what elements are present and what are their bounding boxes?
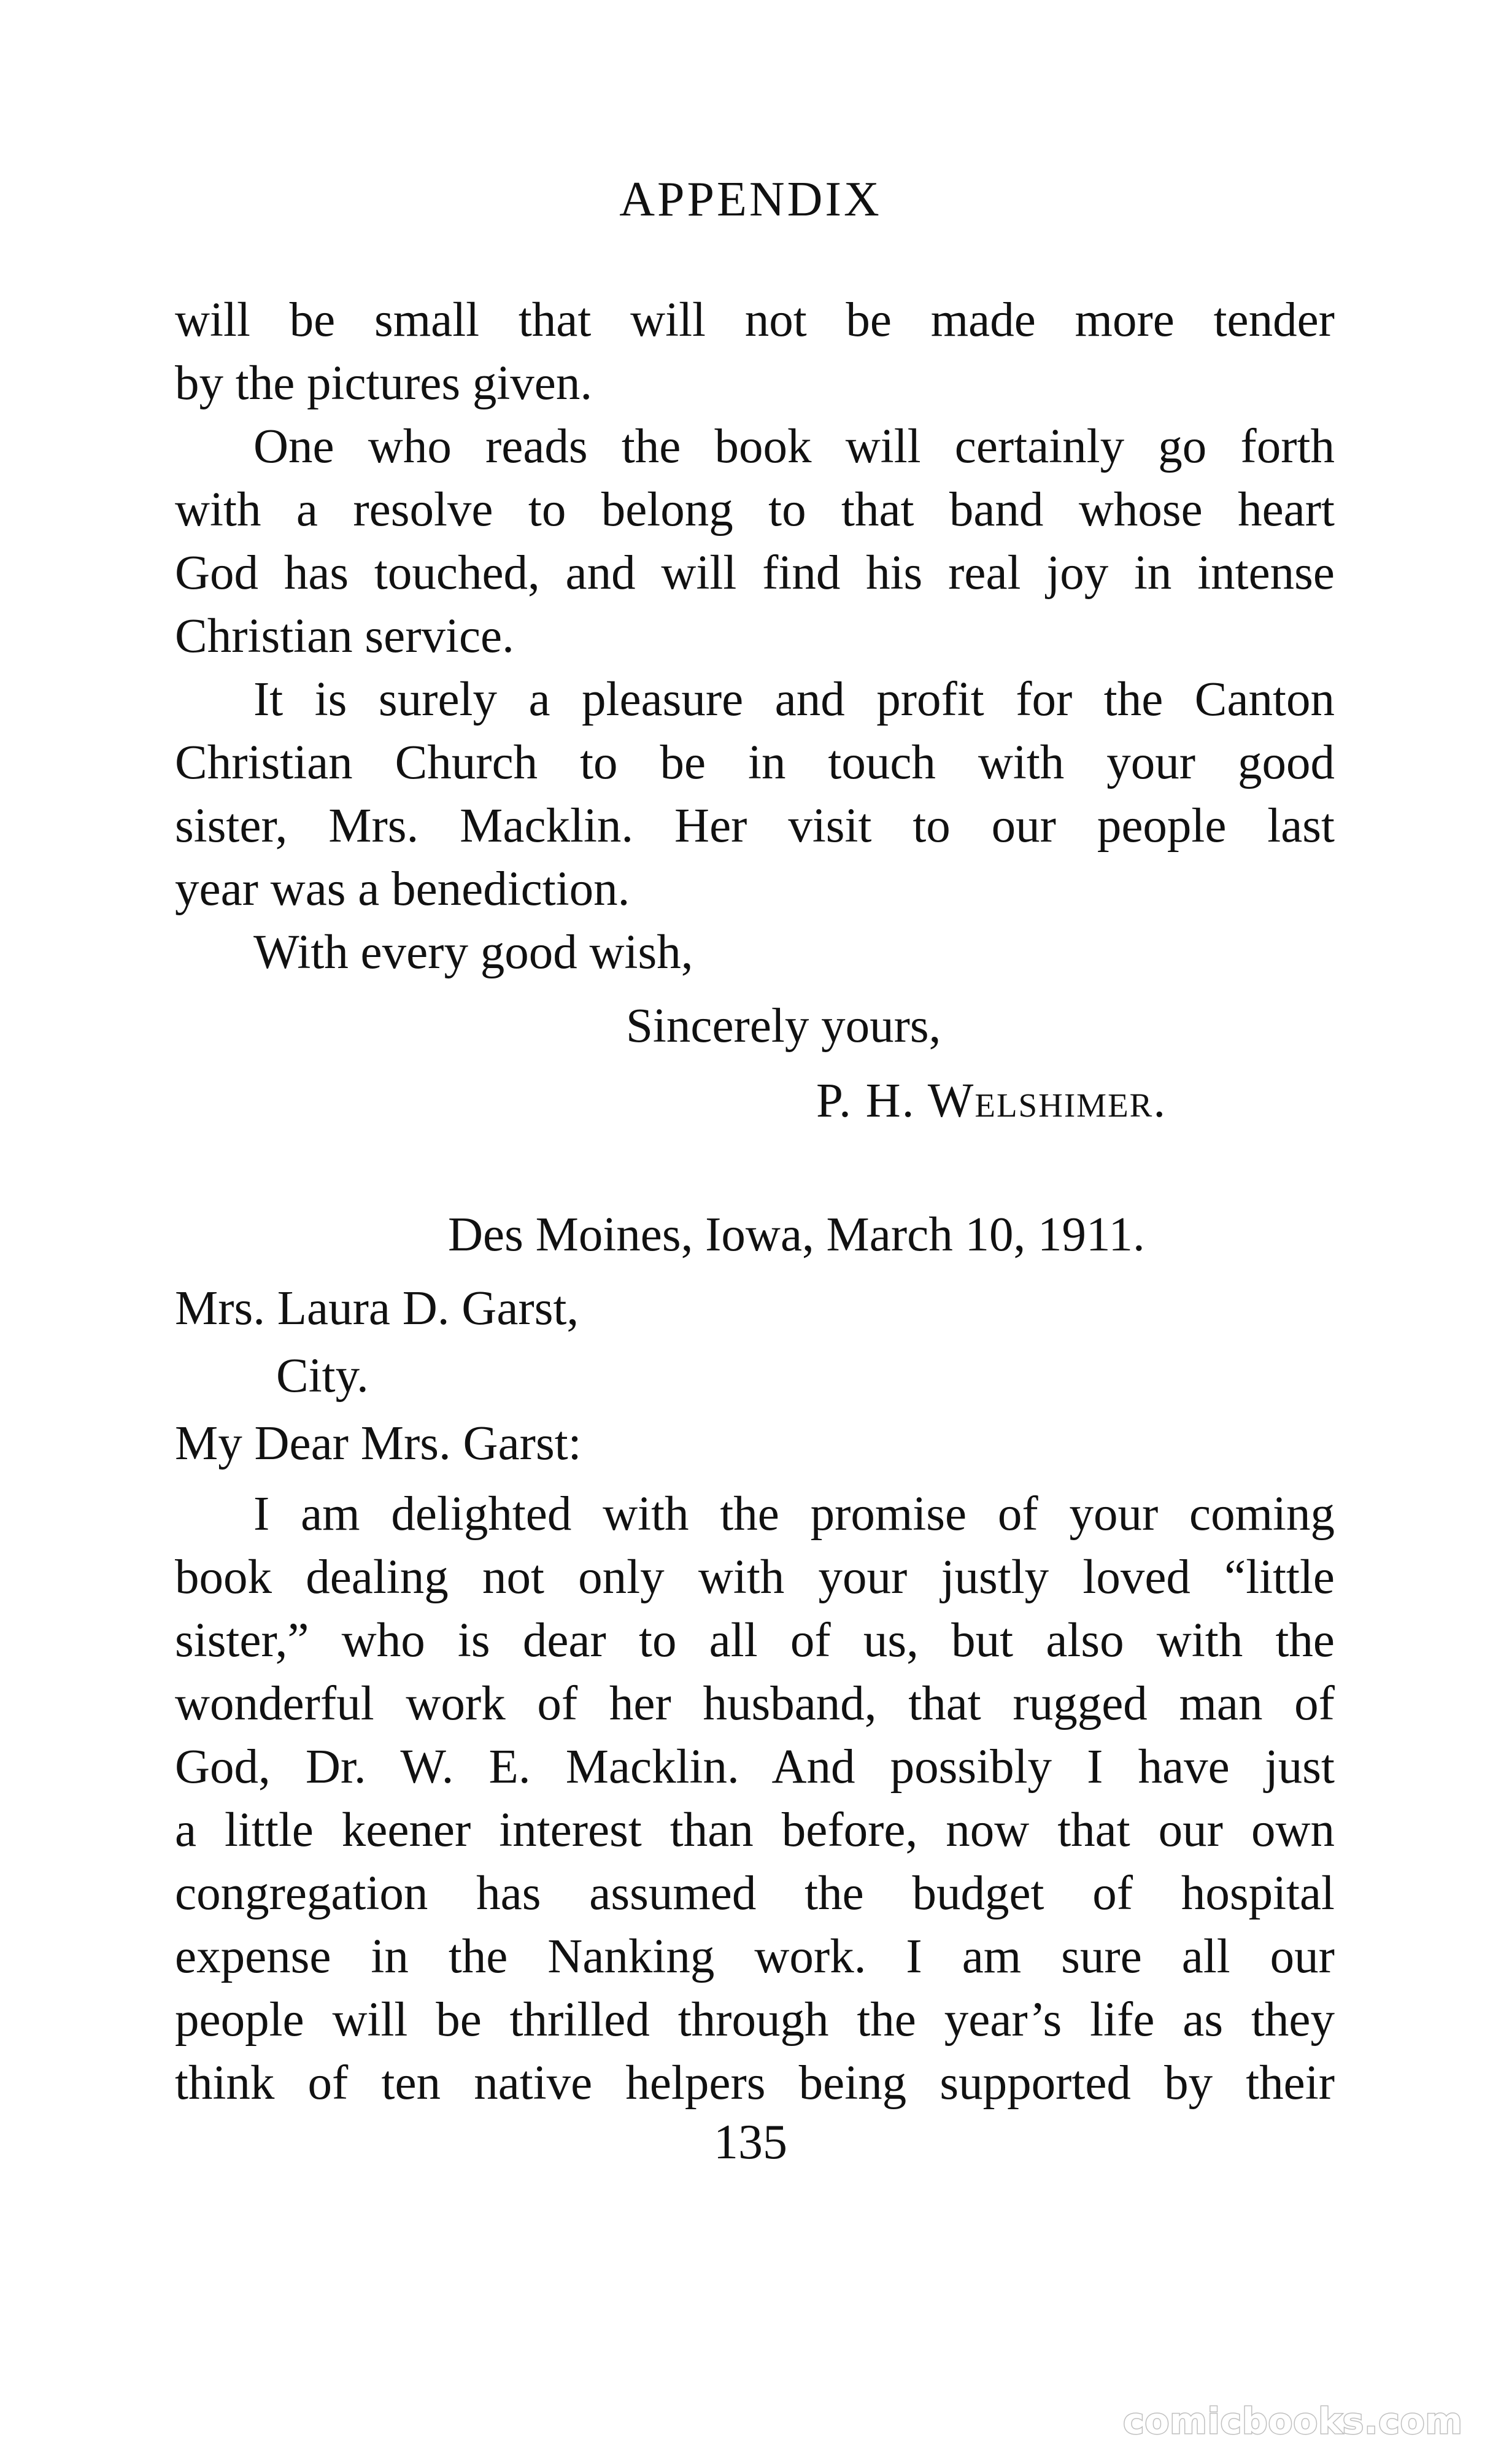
text-line: book dealing not only with your justly loved “little <box>175 1551 1335 1604</box>
addressee-city: City. <box>276 1349 369 1403</box>
text-line: expense in the Nanking work. I am sure all our <box>175 1930 1335 1983</box>
text-line: think of ten native helpers being supported by their <box>175 2056 1335 2110</box>
text-line: sister, Mrs. Macklin. Her visit to our people last <box>175 799 1335 853</box>
page-header: APPENDIX <box>619 172 882 227</box>
dateline: Des Moines, Iowa, March 10, 1911. <box>448 1208 1145 1261</box>
text-line: One who reads the book will certainly go forth <box>253 420 1335 473</box>
text-line: people will be thrilled through the year’s life as they <box>175 1993 1335 2047</box>
text-line: wonderful work of her husband, that rugged man of <box>175 1677 1335 1730</box>
text-line: year was a benediction. <box>175 862 630 916</box>
text-line: I am delighted with the promise of your coming <box>253 1487 1335 1541</box>
paragraph-resolve <box>175 415 1335 668</box>
text-line: It is surely a pleasure and profit for the Canton <box>253 673 1335 726</box>
signature: P. H. Welshimer. <box>816 1074 1167 1128</box>
page-number: 135 <box>714 2115 787 2169</box>
text-line: Christian Church to be in touch with your good <box>175 736 1335 789</box>
text-line: God, Dr. W. E. Macklin. And possibly I have just <box>175 1740 1335 1794</box>
text-line: God has touched, and will find his real joy in intense <box>175 546 1335 600</box>
paragraph-canton <box>175 668 1335 921</box>
text-line: Christian service. <box>175 610 514 663</box>
salutation: My Dear Mrs. Garst: <box>175 1417 582 1470</box>
text-line: a little keener interest than before, now that our own <box>175 1803 1335 1857</box>
watermark-logo: comicbooks.com <box>1123 2400 1463 2442</box>
text-line: congregation has assumed the budget of hospital <box>175 1867 1335 1920</box>
paragraph-delighted <box>175 1482 1335 2115</box>
text-line: with a resolve to belong to that band whose heart <box>175 483 1335 537</box>
closing-wish: With every good wish, <box>253 926 693 979</box>
paragraph-continuation <box>175 289 1335 415</box>
addressee: Mrs. Laura D. Garst, <box>175 1282 579 1335</box>
text-line: will be small that will not be made more tender <box>175 293 1335 347</box>
text-line: sister,” who is dear to all of us, but also with the <box>175 1614 1335 1667</box>
text-line: by the pictures given. <box>175 357 593 410</box>
valediction: Sincerely yours, <box>626 999 941 1053</box>
